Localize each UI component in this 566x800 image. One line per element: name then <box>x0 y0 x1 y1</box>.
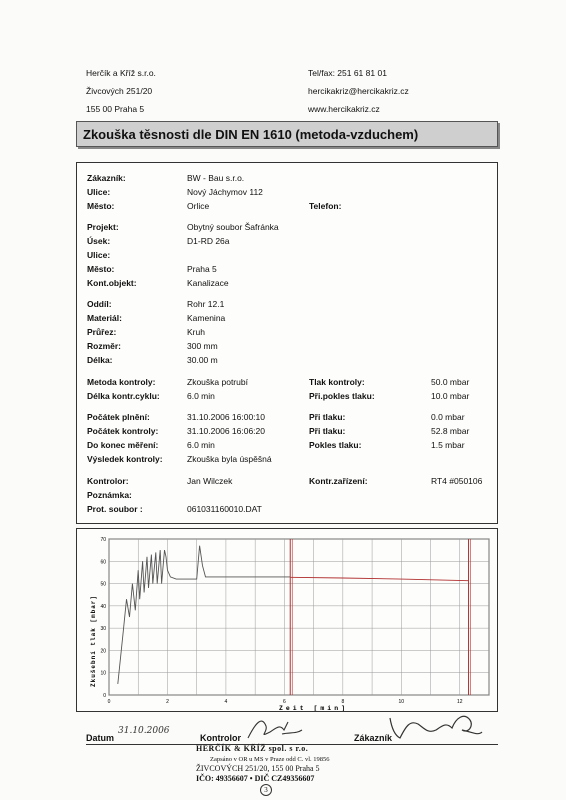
label-sig-kontrolor: Kontrolor <box>200 733 241 743</box>
page-number: 3 <box>260 784 272 796</box>
label-prot-soubor: Prot. soubor : <box>87 504 143 514</box>
label-pokles-limit: Při.pokles tlaku: <box>309 391 375 401</box>
value-prurez: Kruh <box>187 327 205 337</box>
label-kont-objekt: Kont.objekt: <box>87 278 137 288</box>
label-telefon: Telefon: <box>309 201 342 211</box>
company-web[interactable]: www.hercikakriz.cz <box>308 104 380 114</box>
x-axis-label: Zeit [min] <box>279 705 349 711</box>
company-email[interactable]: hercikakriz@hercikakriz.cz <box>308 86 409 96</box>
value-datum: 31.10.2006 <box>118 726 170 736</box>
plot-frame <box>109 539 489 695</box>
value-usek: D1-RD 26a <box>187 236 230 246</box>
value-projekt: Obytný soubor Šafránka <box>187 222 279 232</box>
company-name: Herčík a Kříž s.r.o. <box>86 68 156 78</box>
label-oddil: Oddíl: <box>87 299 112 309</box>
label-poznamka: Poznámka: <box>87 490 132 500</box>
value-zakaznik: BW - Bau s.r.o. <box>187 173 245 183</box>
value-metoda: Zkouška potrubí <box>187 377 248 387</box>
label-datum: Datum <box>86 733 115 743</box>
y-tick-label: 50 <box>100 581 106 588</box>
y-tick-label: 30 <box>100 626 106 633</box>
value-prot-soubor: 061031160010.DAT <box>187 504 262 514</box>
company-telfax: Tel/fax: 251 61 81 01 <box>308 68 387 78</box>
company-city: 155 00 Praha 5 <box>86 104 145 114</box>
value-mesto: Orlice <box>187 201 210 211</box>
x-tick-label: 0 <box>107 699 111 705</box>
y-tick-label: 10 <box>100 670 106 677</box>
label-rozmer: Rozměr: <box>87 341 122 351</box>
y-tick-label: 70 <box>100 537 106 543</box>
y-axis-label: Zkušební tlak [mbar] <box>90 594 97 687</box>
label-konec: Do konec měření: <box>87 440 159 450</box>
label-delka: Délka: <box>87 355 113 365</box>
value-plneni: 31.10.2006 16:00:10 <box>187 412 265 422</box>
y-tick-label: 60 <box>100 559 106 566</box>
company-street: Živcových 251/20 <box>86 86 153 96</box>
label-pocatek-kontroly: Počátek kontroly: <box>87 426 159 436</box>
label-vysledek: Výsledek kontroly: <box>87 454 163 464</box>
value-tlak: 50.0 mbar <box>431 377 470 387</box>
stamp-line-2: Zapsáno v OR u MS v Praze odd C. vl. 19856 <box>210 756 330 763</box>
label-zakaznik: Zákazník: <box>87 173 126 183</box>
label-kontrolor: Kontrolor: <box>87 476 129 486</box>
value-pokles-limit: 10.0 mbar <box>431 391 470 401</box>
label-pokles-tlaku: Pokles tlaku: <box>309 440 362 450</box>
page-title: Zkouška těsnosti dle DIN EN 1610 (metoda-vzduchem) <box>83 127 419 142</box>
y-tick-label: 20 <box>100 648 106 655</box>
label-metoda: Metoda kontroly: <box>87 377 156 387</box>
label-material: Materiál: <box>87 313 122 323</box>
label-mesto: Město: <box>87 201 115 211</box>
label-prurez: Průřez: <box>87 327 117 337</box>
stamp-line-4: IČO: 49356607 • DIČ CZ49356607 <box>196 774 315 783</box>
value-project-mesto: Praha 5 <box>187 264 217 274</box>
x-tick-label: 4 <box>224 699 228 705</box>
label-project-mesto: Město: <box>87 264 115 274</box>
stamp-line-3: ŽIVCOVÝCH 251/20, 155 00 Praha 5 <box>196 764 320 773</box>
x-tick-label: 2 <box>166 699 169 705</box>
stamp-line-1: HERČÍK & KŘÍŽ spol. s r.o. <box>196 744 309 753</box>
chart-box <box>76 528 498 712</box>
value-ulice: Nový Jáchymov 112 <box>187 187 263 197</box>
label-project-ulice: Ulice: <box>87 250 111 260</box>
title-box <box>76 121 498 147</box>
x-tick-label: 8 <box>341 699 345 705</box>
label-ulice: Ulice: <box>87 187 111 197</box>
x-tick-label: 6 <box>282 699 286 705</box>
label-pri-tlaku-1: Při tlaku: <box>309 412 346 422</box>
value-delka: 30.00 m <box>187 355 218 365</box>
label-sig-zakaznik: Zákazník <box>354 733 393 743</box>
value-rozmer: 300 mm <box>187 341 218 351</box>
zakaznik-signature <box>384 708 484 744</box>
pressure-chart <box>77 529 497 711</box>
value-kont-objekt: Kanalizace <box>187 278 229 288</box>
value-cyklus: 6.0 min <box>187 391 215 401</box>
value-oddil: Rohr 12.1 <box>187 299 225 309</box>
x-tick-label: 10 <box>398 699 405 705</box>
label-tlak: Tlak kontroly: <box>309 377 365 387</box>
value-vysledek: Zkouška byla úspěšná <box>187 454 272 464</box>
value-pri-tlaku-1: 0.0 mbar <box>431 412 465 422</box>
value-pocatek-kontroly: 31.10.2006 16:06:20 <box>187 426 265 436</box>
value-kontrolor: Jan Wilczek <box>187 476 233 486</box>
x-tick-label: 12 <box>456 699 463 705</box>
value-konec: 6.0 min <box>187 440 215 450</box>
label-zarizeni: Kontr.zařízení: <box>309 476 368 486</box>
label-cyklus: Délka kontr.cyklu: <box>87 391 160 401</box>
y-tick-label: 0 <box>103 693 106 699</box>
label-pri-tlaku-2: Při tlaku: <box>309 426 346 436</box>
form-box <box>76 162 498 524</box>
label-projekt: Projekt: <box>87 222 119 232</box>
value-pri-tlaku-2: 52.8 mbar <box>431 426 470 436</box>
kontrolor-signature <box>244 712 304 744</box>
y-tick-label: 40 <box>100 603 106 610</box>
value-zarizeni: RT4 #050106 <box>431 476 483 486</box>
series-line <box>290 577 468 580</box>
value-pokles-tlaku: 1.5 mbar <box>431 440 465 450</box>
series-line <box>118 546 290 684</box>
label-plneni: Počátek plnění: <box>87 412 150 422</box>
label-usek: Úsek: <box>87 236 111 246</box>
value-material: Kamenina <box>187 313 226 323</box>
